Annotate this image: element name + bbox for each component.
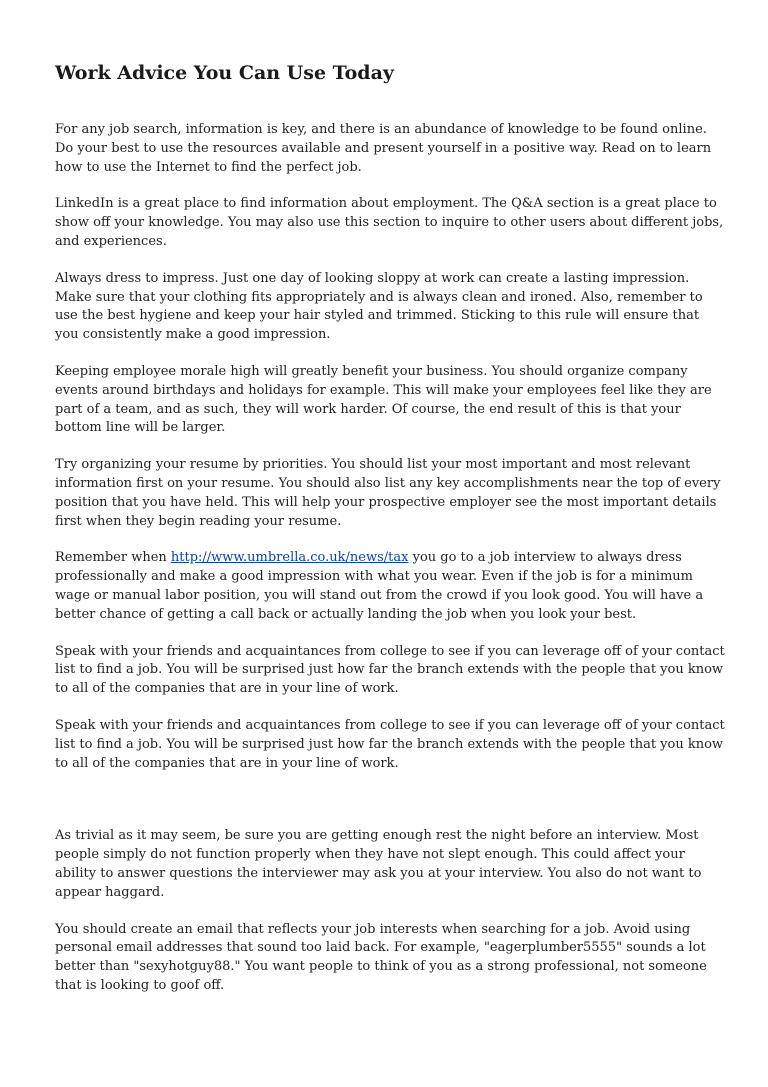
paragraph-line: events around birthdays and holidays for example. This will make your employees feel like they are (55, 382, 712, 398)
paragraph-5 (55, 456, 720, 531)
paragraph-line: part of a team, and as such, they will work harder. Of course, the end result of this is that your (55, 401, 681, 417)
paragraph-10 (55, 921, 720, 996)
paragraph-line: appear haggard. (55, 884, 165, 900)
paragraph-8 (55, 717, 725, 773)
paragraph-line: better than "sexyhotguy88." You want people to think of you as a strong professional, not someone (55, 959, 707, 975)
paragraph-line: ability to answer questions the interviewer may ask you at your interview. You also do not want to (55, 865, 702, 881)
paragraph-line: better chance of getting a call back or actually landing the job when you look your best. (55, 606, 637, 622)
paragraph-line: For any job search, information is key, and there is an abundance of knowledge to be found online. (55, 122, 707, 137)
paragraph-6 (55, 549, 720, 624)
paragraph-line (55, 549, 720, 568)
paragraph-line: use the best hygiene and keep your hair styled and trimmed. Sticking to this rule will ensure that (55, 308, 700, 324)
paragraph-line: and experiences. (55, 233, 167, 249)
paragraph-line: Speak with your friends and acquaintances from college to see if you can leverage off of your contact (55, 643, 725, 659)
umbrella-news-link[interactable]: http://www.umbrella.co.uk/news/tax (170, 550, 409, 566)
paragraph-9 (55, 827, 720, 902)
paragraph-line: how to use the Internet to find the perfect job. (55, 159, 362, 175)
paragraph-line: personal email addresses that sound too laid back. For example, "eagerplumber5555" sounds a lot (55, 940, 706, 956)
paragraph-line: professionally and make a good impression with what you wear. Even if the job is for a minimum (55, 569, 693, 585)
paragraph-line: that is looking to goof off. (55, 977, 225, 993)
paragraph-line: Always dress to impress. Just one day of looking sloppy at work can create a lasting impression. (55, 270, 690, 286)
paragraph-line: to all of the companies that are in your line of work. (55, 681, 399, 697)
paragraph-line: LinkedIn is a great place to find information about employment. The Q&A section is a great place to (55, 196, 717, 212)
paragraph-line: Try organizing your resume by priorities. You should list your most important and most relevant (55, 457, 691, 473)
paragraph-line: Make sure that your clothing fits appropriately and is always clean and ironed. Also, remember to (55, 289, 703, 305)
paragraph-3 (55, 270, 720, 345)
paragraph-line: You should create an email that reflects your job interests when searching for a job. Avoid using (55, 921, 691, 937)
paragraph-line: wage or manual labor position, you will stand out from the crowd if you look good. You will have a (55, 587, 704, 603)
paragraph-7 (55, 643, 725, 699)
link-suffix-text: you go to a job interview to always dress (408, 550, 682, 566)
document-page (55, 60, 725, 996)
paragraph-line: As trivial as it may seem, be sure you are getting enough rest the night before an interview. Most (55, 828, 699, 844)
paragraph-line: Keeping employee morale high will greatly benefit your business. You should organize company (55, 363, 688, 379)
paragraph-line: information first on your resume. You should also list any key accomplishments near the top of every (55, 475, 721, 491)
paragraph-2 (55, 195, 724, 251)
paragraph-line: list to find a job. You will be surprised just how far the branch extends with the people that you know (55, 662, 724, 678)
paragraph-1 (55, 121, 720, 177)
paragraph-line: position that you have held. This will help your prospective employer see the most important details (55, 494, 717, 510)
paragraph-line: you consistently make a good impression. (55, 327, 331, 343)
link-prefix-text: Remember when (55, 550, 171, 566)
paragraph-line: list to find a job. You will be surprised just how far the branch extends with the people that you know (55, 736, 724, 752)
paragraph-4 (55, 363, 720, 438)
document-title: Work Advice You Can Use Today (55, 62, 394, 84)
paragraph-line: show off your knowledge. You may also use this section to inquire to other users about different jobs, (55, 215, 724, 231)
paragraph-line: people simply do not function properly when they have not slept enough. This could affect your (55, 847, 685, 863)
paragraph-line: to all of the companies that are in your line of work. (55, 755, 399, 771)
paragraph-line: Do your best to use the resources available and present yourself in a positive way. Read on to learn (55, 140, 712, 156)
paragraph-line: first when they begin reading your resume. (55, 513, 342, 529)
paragraph-line: Speak with your friends and acquaintances from college to see if you can leverage off of your contact (55, 717, 725, 733)
paragraph-line: bottom line will be larger. (55, 420, 226, 436)
